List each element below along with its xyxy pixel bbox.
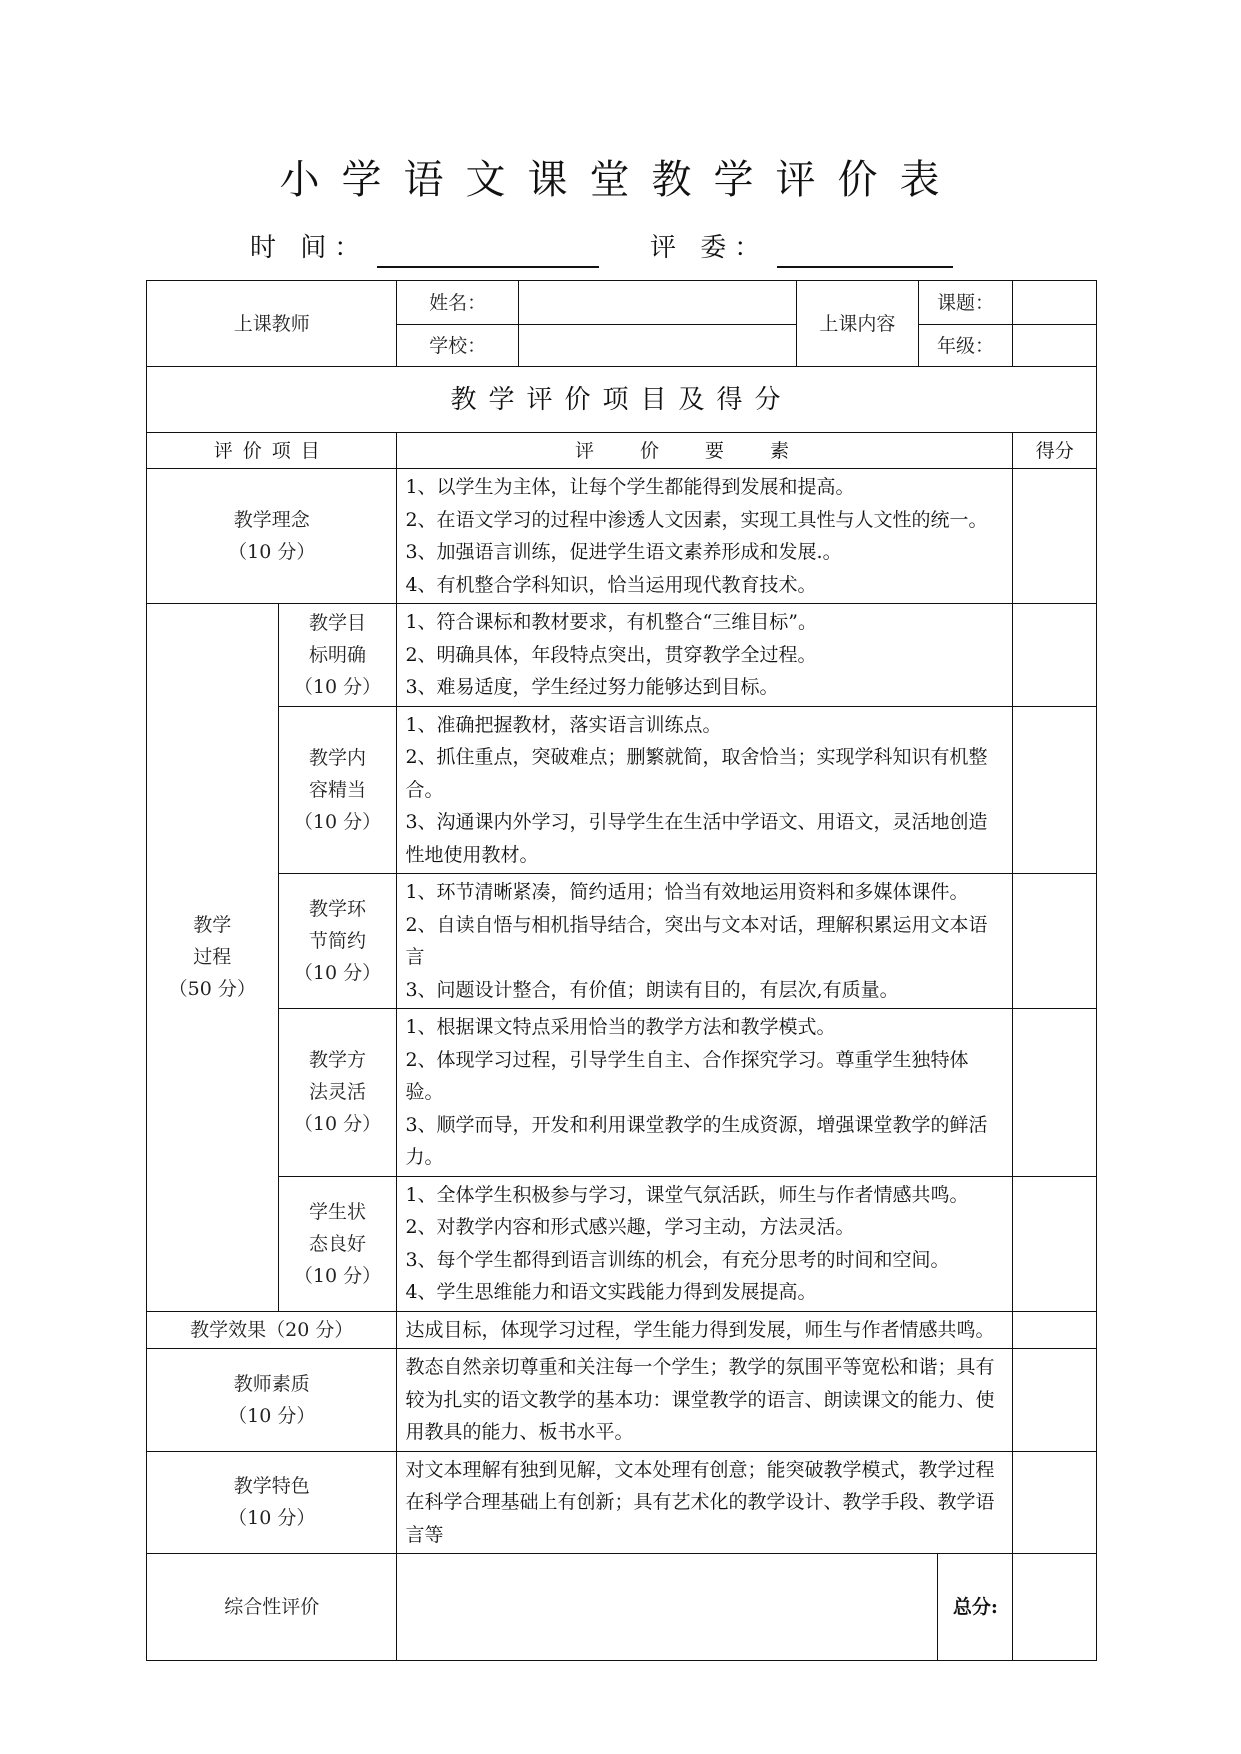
process-label-cell (147, 604, 279, 1312)
sub-label-line1: 教学内 (309, 746, 367, 769)
overall-value[interactable] (397, 1554, 1013, 1661)
sub-label-line1: 教学目 (309, 611, 367, 634)
effect-score[interactable] (1013, 1311, 1097, 1349)
criterion: 1、符合课标和教材要求，有机整合“三维目标”。 (405, 611, 817, 633)
quality-label-cell (147, 1349, 397, 1452)
effect-criteria: 达成目标，体现学习过程，学生能力得到发展，师生与作者情感共鸣。 (397, 1311, 1013, 1349)
sub-label-points: （10 分） (293, 1113, 382, 1136)
header-score: 得分 (1013, 433, 1097, 469)
process-label-line2: 过程 (193, 946, 232, 969)
process-sub-label (278, 1009, 397, 1177)
criterion: 4、学生思维能力和语文实践能力得到发展提高。 (405, 1281, 817, 1303)
sub-label-line2: 法灵活 (309, 1081, 367, 1104)
criterion: 1、准确把握教材，落实语言训练点。 (405, 713, 722, 736)
process-sub-score[interactable] (1013, 874, 1097, 1009)
evaluation-table (146, 280, 1097, 1661)
overall-label: 综合性评价 (147, 1554, 397, 1661)
quality-points: （10 分） (228, 1404, 316, 1427)
criterion: 3、加强语言训练，促进学生语文素养形成和发展.。 (405, 541, 842, 563)
criterion: 2、对教学内容和形式感兴趣，学习主动，方法灵活。 (405, 1216, 855, 1238)
process-sub-label (278, 706, 397, 874)
criterion: 4、有机整合学科知识，恰当运用现代教育技术。 (405, 573, 817, 596)
process-sub-score[interactable] (1013, 706, 1097, 874)
criterion: 1、环节清晰紧凑，简约适用；恰当有效地运用资料和多媒体课件。 (405, 881, 969, 903)
overall-comment-area[interactable] (397, 1554, 937, 1660)
quality-criteria: 教态自然亲切尊重和关注每一个学生；教学的氛围平等宽松和谐；具有较为扎实的语文教学的基本功：课堂教学的语言、朗读课文的能力、使用教具的能力、板书水平。 (397, 1349, 1013, 1452)
criterion: 2、自读自悟与相机指导结合，突出与文本对话，理解积累运用文本语言 (405, 913, 988, 968)
criterion: 1、根据课文特点采用恰当的教学方法和教学模式。 (405, 1016, 836, 1038)
time-field (250, 228, 599, 268)
school-label: 学校： (397, 325, 518, 367)
sub-label-line2: 标明确 (309, 643, 367, 666)
feature-criteria: 对文本理解有独到见解，文本处理有创意；能突破教学模式，教学过程在科学合理基础上有创新；具有艺术化的教学设计、教学手段、教学语言等 (397, 1451, 1013, 1554)
process-sub-criteria (397, 604, 1013, 707)
grade-label: 年级： (918, 325, 1013, 367)
judge-input-line[interactable] (777, 232, 953, 268)
total-score[interactable] (1013, 1554, 1097, 1661)
time-input-line[interactable] (377, 232, 599, 268)
sub-label-line2: 容精当 (309, 778, 367, 801)
criterion: 3、难易适度，学生经过努力能够达到目标。 (405, 676, 779, 698)
concept-label: 教学理念 (233, 509, 310, 531)
sub-label-line1: 教学环 (309, 898, 367, 920)
total-label: 总分: (937, 1554, 1012, 1660)
effect-label: 教学效果（20 分） (147, 1311, 397, 1349)
sub-label-line2: 态良好 (309, 1232, 367, 1255)
teacher-label: 上课教师 (147, 281, 397, 367)
criterion: 3、问题设计整合，有价值；朗读有目的，有层次,有质量。 (405, 978, 899, 1001)
process-sub-label (278, 1176, 397, 1311)
feature-score[interactable] (1013, 1451, 1097, 1554)
sub-label-points: （10 分） (293, 810, 382, 833)
name-label: 姓名： (397, 281, 518, 325)
quality-label: 教师素质 (233, 1372, 310, 1395)
topic-value[interactable] (1013, 281, 1097, 325)
concept-label-cell (147, 469, 397, 604)
process-sub-criteria (397, 874, 1013, 1009)
name-value[interactable] (518, 281, 796, 325)
sub-label-line1: 教学方 (309, 1049, 367, 1072)
concept-criteria (397, 469, 1013, 604)
feature-label: 教学特色 (233, 1475, 310, 1498)
judge-field (650, 228, 953, 268)
judge-label: 评 委： (650, 233, 769, 263)
criterion: 1、以学生为主体，让每个学生都能得到发展和提高。 (405, 476, 855, 498)
process-sub-label (278, 874, 397, 1009)
process-sub-score[interactable] (1013, 1176, 1097, 1311)
feature-label-cell (147, 1451, 397, 1554)
criterion: 1、全体学生积极参与学习，课堂气氛活跃，师生与作者情感共鸣。 (405, 1183, 969, 1206)
process-sub-score[interactable] (1013, 1009, 1097, 1177)
concept-points: （10 分） (228, 541, 316, 563)
sub-label-points: （10 分） (293, 1264, 382, 1287)
section-title: 教学评价项目及得分 (147, 367, 1097, 433)
topic-label: 课题： (918, 281, 1013, 325)
form-title: 小学语文课堂教学评价表 (279, 157, 962, 203)
sub-label-line2: 节简约 (309, 930, 367, 952)
process-sub-score[interactable] (1013, 604, 1097, 707)
sub-label-points: （10 分） (293, 962, 382, 984)
criterion: 2、在语文学习的过程中渗透人文因素，实现工具性与人文性的统一。 (405, 508, 988, 531)
process-points: （50 分） (168, 978, 256, 1001)
process-sub-criteria (397, 1009, 1013, 1177)
sub-label-points: （10 分） (293, 675, 382, 698)
process-sub-criteria (397, 1176, 1013, 1311)
school-value[interactable] (518, 325, 796, 367)
process-sub-criteria (397, 706, 1013, 874)
quality-score[interactable] (1013, 1349, 1097, 1452)
time-label: 时 间： (250, 233, 369, 263)
criterion: 3、每个学生都得到语言训练的机会，有充分思考的时间和空间。 (405, 1248, 950, 1271)
criterion: 3、顺学而导，开发和利用课堂教学的生成资源，增强课堂教学的鲜活力。 (405, 1113, 988, 1168)
criterion: 3、沟通课内外学习，引导学生在生活中学语文、用语文，灵活地创造性地使用教材。 (405, 811, 988, 866)
header-elements: 评价要素 (397, 433, 1013, 469)
sub-label-line1: 学生状 (309, 1200, 367, 1223)
criterion: 2、体现学习过程，引导学生自主、合作探究学习。尊重学生独特体验。 (405, 1048, 969, 1103)
process-sub-label (278, 604, 397, 707)
criterion: 2、明确具体，年段特点突出，贯穿教学全过程。 (405, 643, 817, 666)
content-label: 上课内容 (797, 281, 918, 367)
grade-value[interactable] (1013, 325, 1097, 367)
header-item: 评价项目 (147, 433, 397, 469)
process-label-line1: 教学 (193, 914, 232, 937)
concept-score[interactable] (1013, 469, 1097, 604)
feature-points: （10 分） (228, 1507, 316, 1530)
criterion: 2、抓住重点，突破难点；删繁就简，取舍恰当；实现学科知识有机整合。 (405, 746, 988, 801)
